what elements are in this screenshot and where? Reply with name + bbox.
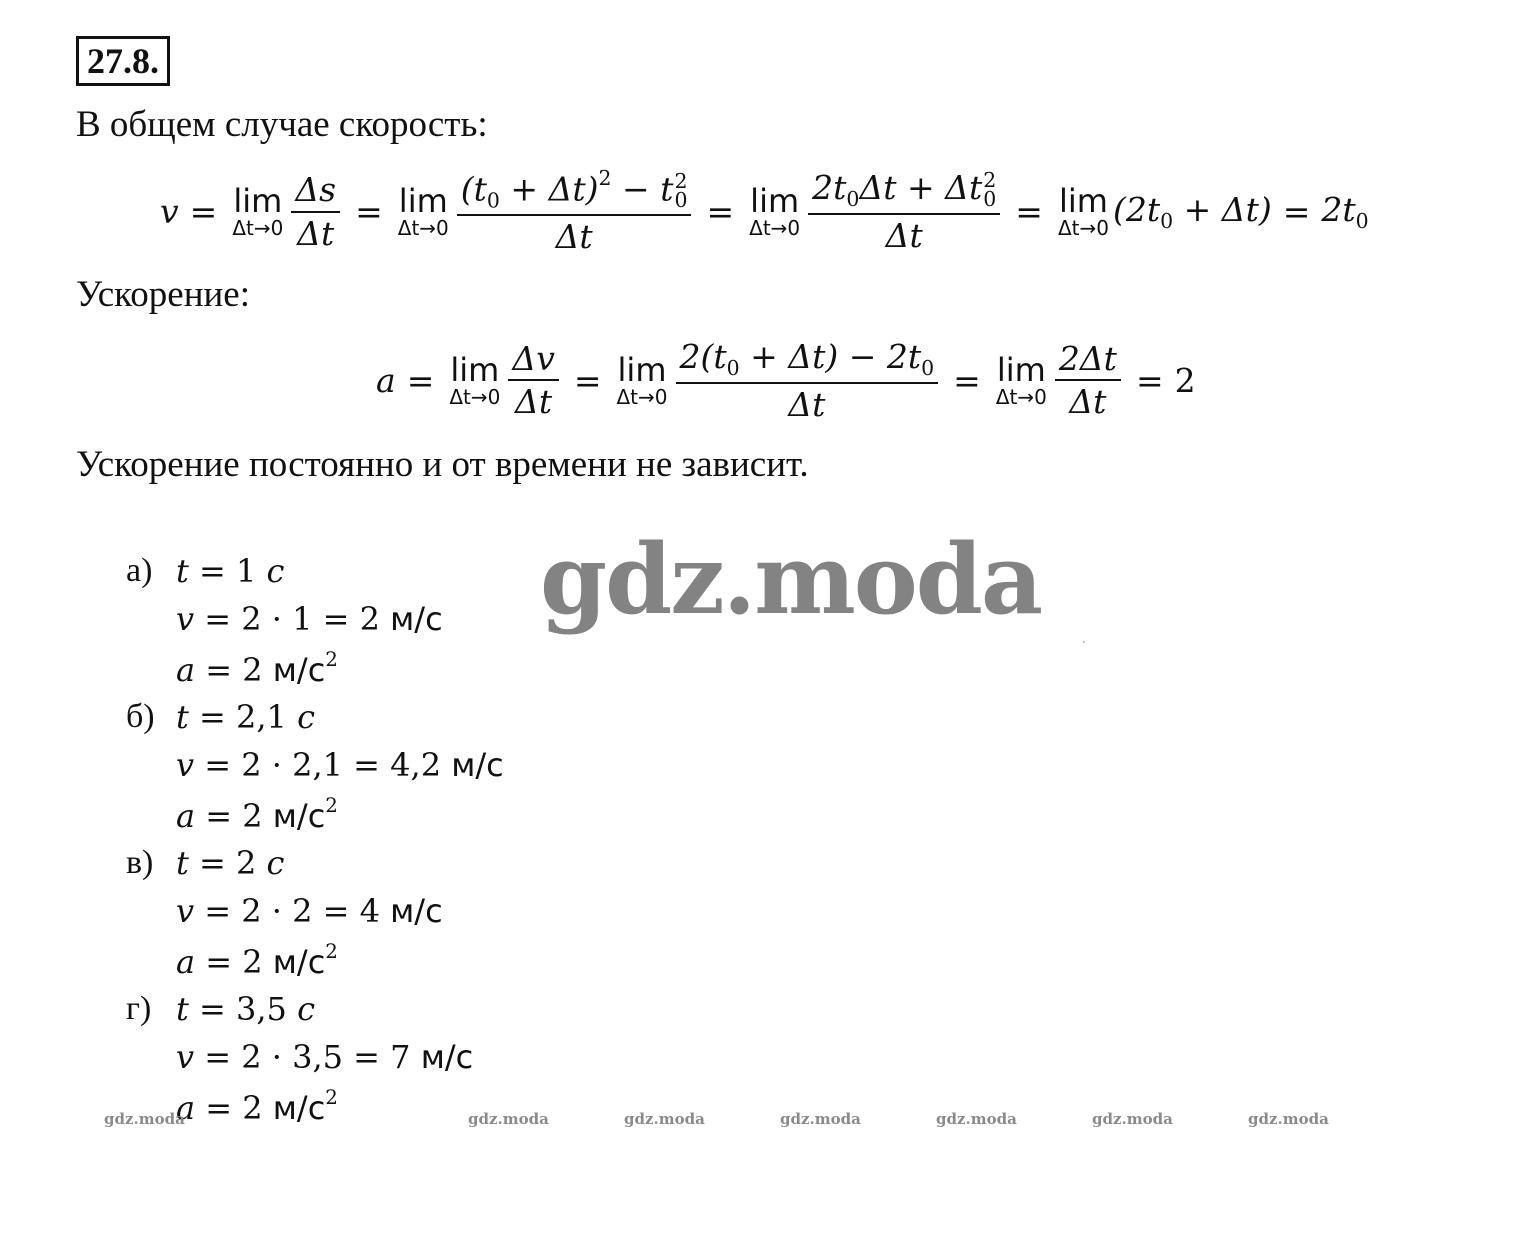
velocity-symbol: v bbox=[176, 746, 195, 784]
velocity-line: v = 2 · 2 = 4 м/с bbox=[176, 892, 443, 930]
velocity-symbol: v bbox=[176, 1038, 195, 1076]
subscript: 0 bbox=[921, 356, 935, 381]
limit-operator bbox=[1057, 181, 1109, 241]
watermark-logo: gdz.moda bbox=[540, 523, 1042, 636]
acceleration-unit: м/с bbox=[272, 942, 326, 981]
lim-word: lim bbox=[617, 350, 667, 389]
footer-watermark: gdz.moda bbox=[1248, 1110, 1329, 1128]
equals-sign: = bbox=[573, 360, 602, 400]
velocity-unit: м/с bbox=[420, 1038, 474, 1076]
sup-sub-pair bbox=[983, 167, 997, 212]
acceleration-symbol: a bbox=[376, 360, 396, 400]
acceleration-symbol: a bbox=[176, 650, 196, 689]
fraction-2dt-dt bbox=[1055, 338, 1121, 423]
fraction-dv-dt bbox=[508, 338, 558, 423]
time-line: t = 2,1 с bbox=[176, 698, 315, 736]
acceleration-value: 2 bbox=[242, 942, 263, 981]
term: − t bbox=[611, 169, 674, 209]
fraction-denominator: Δt bbox=[515, 382, 553, 422]
term: (2t bbox=[1112, 190, 1161, 230]
velocity-calc: 2 · 2 = 4 bbox=[241, 892, 380, 930]
velocity-line: v = 2 · 1 = 2 м/с bbox=[176, 600, 443, 638]
lim-word: lim bbox=[233, 181, 283, 220]
time-value: 2 bbox=[236, 844, 257, 882]
velocity-line: v = 2 · 3,5 = 7 м/с bbox=[176, 1038, 474, 1076]
footer-watermark: gdz.moda bbox=[624, 1110, 705, 1128]
footer-watermark: gdz.moda bbox=[780, 1110, 861, 1128]
time-symbol: t bbox=[176, 844, 189, 882]
velocity-unit: м/с bbox=[390, 892, 443, 930]
time-unit: с bbox=[297, 990, 315, 1028]
footer-watermark: gdz.moda bbox=[104, 1110, 185, 1128]
time-symbol: t bbox=[176, 990, 189, 1028]
velocity-calc: 2 · 2,1 = 4,2 bbox=[241, 746, 442, 784]
term: 2t bbox=[812, 168, 847, 208]
superscript: 2 bbox=[674, 168, 688, 193]
velocity-symbol: v bbox=[176, 600, 195, 638]
superscript: 2 bbox=[983, 167, 997, 192]
item-label: г) bbox=[126, 990, 152, 1027]
time-unit: с bbox=[266, 844, 285, 882]
term: Δt + Δt bbox=[859, 168, 983, 208]
time-line: t = 2 с bbox=[176, 844, 285, 882]
intro-text: В общем случае скорость: bbox=[76, 104, 488, 145]
fraction-numerator bbox=[457, 166, 692, 214]
subscript: 0 bbox=[726, 356, 740, 381]
equals-sign: = bbox=[1282, 192, 1311, 232]
unit-exponent: 2 bbox=[325, 1086, 338, 1109]
velocity-unit: м/с bbox=[451, 746, 504, 784]
footer-watermark: gdz.moda bbox=[1092, 1110, 1173, 1128]
unit-exponent: 2 bbox=[325, 794, 338, 817]
subscript: 0 bbox=[674, 188, 688, 213]
velocity-symbol: v bbox=[176, 892, 195, 930]
unit-exponent: 2 bbox=[325, 648, 338, 671]
time-symbol: t bbox=[176, 698, 189, 736]
fraction-denominator: Δt bbox=[555, 217, 593, 257]
limit-operator bbox=[397, 181, 449, 241]
subscript: 0 bbox=[983, 187, 997, 212]
lim-subscript: Δt→0 bbox=[616, 385, 668, 410]
footer-watermark: gdz.moda bbox=[936, 1110, 1017, 1128]
equals-sign: = bbox=[355, 192, 383, 232]
term: + Δt) bbox=[1173, 190, 1272, 230]
lim-subscript: Δt→0 bbox=[1057, 216, 1109, 241]
fraction-numerator bbox=[676, 336, 939, 382]
acceleration-symbol: a bbox=[176, 796, 196, 835]
equals-sign: = bbox=[406, 360, 435, 400]
sup-sub-pair bbox=[674, 168, 688, 213]
velocity-line: v = 2 · 2,1 = 4,2 м/с bbox=[176, 746, 504, 784]
subscript: 0 bbox=[846, 187, 860, 212]
fraction-expanded bbox=[808, 167, 1000, 256]
acceleration-unit: м/с bbox=[272, 650, 326, 689]
equals-sign: = bbox=[953, 360, 981, 400]
acceleration-value: 2 bbox=[242, 1088, 263, 1127]
conclusion-text: Ускорение постоянно и от времени не зависит. bbox=[76, 444, 809, 485]
velocity-symbol: v bbox=[160, 192, 179, 232]
acceleration-line: a = 2 $м/с^2$ bbox=[176, 940, 338, 981]
velocity-calc: 2 · 1 = 2 bbox=[241, 600, 380, 638]
fraction-numerator bbox=[808, 167, 1000, 213]
fraction-denominator: Δt bbox=[297, 213, 335, 253]
acceleration-result: 2 bbox=[1174, 360, 1196, 400]
limit-operator bbox=[616, 350, 668, 410]
time-line: t = 1 с bbox=[176, 552, 285, 590]
velocity-unit: м/с bbox=[390, 600, 443, 638]
time-value: 2,1 bbox=[236, 698, 287, 736]
fraction-numerator: 2Δt bbox=[1058, 339, 1117, 379]
fraction-denominator: Δt bbox=[1069, 382, 1107, 422]
lim-subscript: Δt→0 bbox=[749, 216, 801, 241]
lim-word: lim bbox=[398, 181, 448, 220]
term: + Δt) − 2t bbox=[739, 337, 922, 376]
term: + Δt) bbox=[499, 169, 599, 209]
lim-subscript: Δt→0 bbox=[232, 216, 284, 241]
limit-operator bbox=[449, 350, 501, 410]
lim-word: lim bbox=[996, 350, 1046, 389]
fraction-velocity-difference bbox=[676, 336, 939, 425]
fraction-ds-dt bbox=[291, 169, 340, 254]
problem-number: 27.8. bbox=[76, 36, 170, 86]
lim-subscript: Δt→0 bbox=[397, 216, 449, 241]
equals-sign: = bbox=[1015, 192, 1043, 232]
subscript: 0 bbox=[1160, 209, 1174, 234]
acceleration-line: a = 2 $м/с^2$ bbox=[176, 648, 338, 689]
acceleration-value: 2 bbox=[242, 796, 263, 835]
acceleration-unit: м/с bbox=[272, 1088, 326, 1127]
acceleration-line: a = 2 $м/с^2$ bbox=[176, 794, 338, 835]
time-value: 1 bbox=[236, 552, 257, 590]
item-label: в) bbox=[126, 844, 154, 881]
equals-sign: = bbox=[1135, 360, 1164, 400]
unit-exponent: 2 bbox=[325, 940, 338, 963]
velocity-calc: 2 · 3,5 = 7 bbox=[241, 1038, 411, 1076]
velocity-result bbox=[1321, 190, 1368, 233]
term: 2(t bbox=[679, 337, 727, 376]
limit-operator bbox=[232, 181, 284, 241]
fraction-denominator: Δt bbox=[788, 384, 826, 424]
equals-sign: = bbox=[706, 192, 735, 232]
limit-operator bbox=[995, 350, 1047, 410]
footer-watermark: gdz.moda bbox=[468, 1110, 549, 1128]
lim-word: lim bbox=[450, 350, 500, 389]
accel-heading: Ускорение: bbox=[76, 274, 250, 315]
acceleration-symbol: a bbox=[176, 1088, 196, 1127]
fraction-difference-quotient bbox=[457, 166, 692, 257]
subscript: 0 bbox=[1355, 209, 1369, 234]
lim-word: lim bbox=[1058, 181, 1108, 220]
parenthesized-expression bbox=[1113, 190, 1272, 233]
acceleration-line: a = 2 $м/с^2$ bbox=[176, 1086, 338, 1127]
acceleration-symbol: a bbox=[176, 942, 196, 981]
equals-sign: = bbox=[189, 192, 218, 232]
item-label: б) bbox=[126, 698, 155, 735]
fraction-numerator: Δv bbox=[512, 339, 555, 379]
item-label: а) bbox=[126, 552, 153, 589]
acceleration-equation bbox=[376, 336, 1196, 425]
lim-subscript: Δt→0 bbox=[995, 385, 1047, 410]
time-unit: с bbox=[297, 698, 315, 736]
superscript: 2 bbox=[598, 166, 612, 190]
time-value: 3,5 bbox=[236, 990, 287, 1028]
time-line: t = 3,5 с bbox=[176, 990, 315, 1028]
term: 2t bbox=[1321, 190, 1356, 230]
acceleration-value: 2 bbox=[242, 650, 263, 689]
fraction-denominator: Δt bbox=[885, 215, 923, 255]
lim-word: lim bbox=[750, 181, 800, 220]
subscript: 0 bbox=[486, 188, 500, 213]
velocity-equation bbox=[160, 166, 1369, 257]
fraction-numerator: Δs bbox=[295, 170, 337, 210]
time-symbol: t bbox=[176, 552, 189, 590]
time-unit: с bbox=[266, 552, 285, 590]
term: (t bbox=[460, 169, 487, 209]
limit-operator bbox=[749, 181, 801, 241]
acceleration-unit: м/с bbox=[272, 796, 326, 835]
stray-mark: ' bbox=[1083, 640, 1085, 651]
lim-subscript: Δt→0 bbox=[449, 385, 501, 410]
